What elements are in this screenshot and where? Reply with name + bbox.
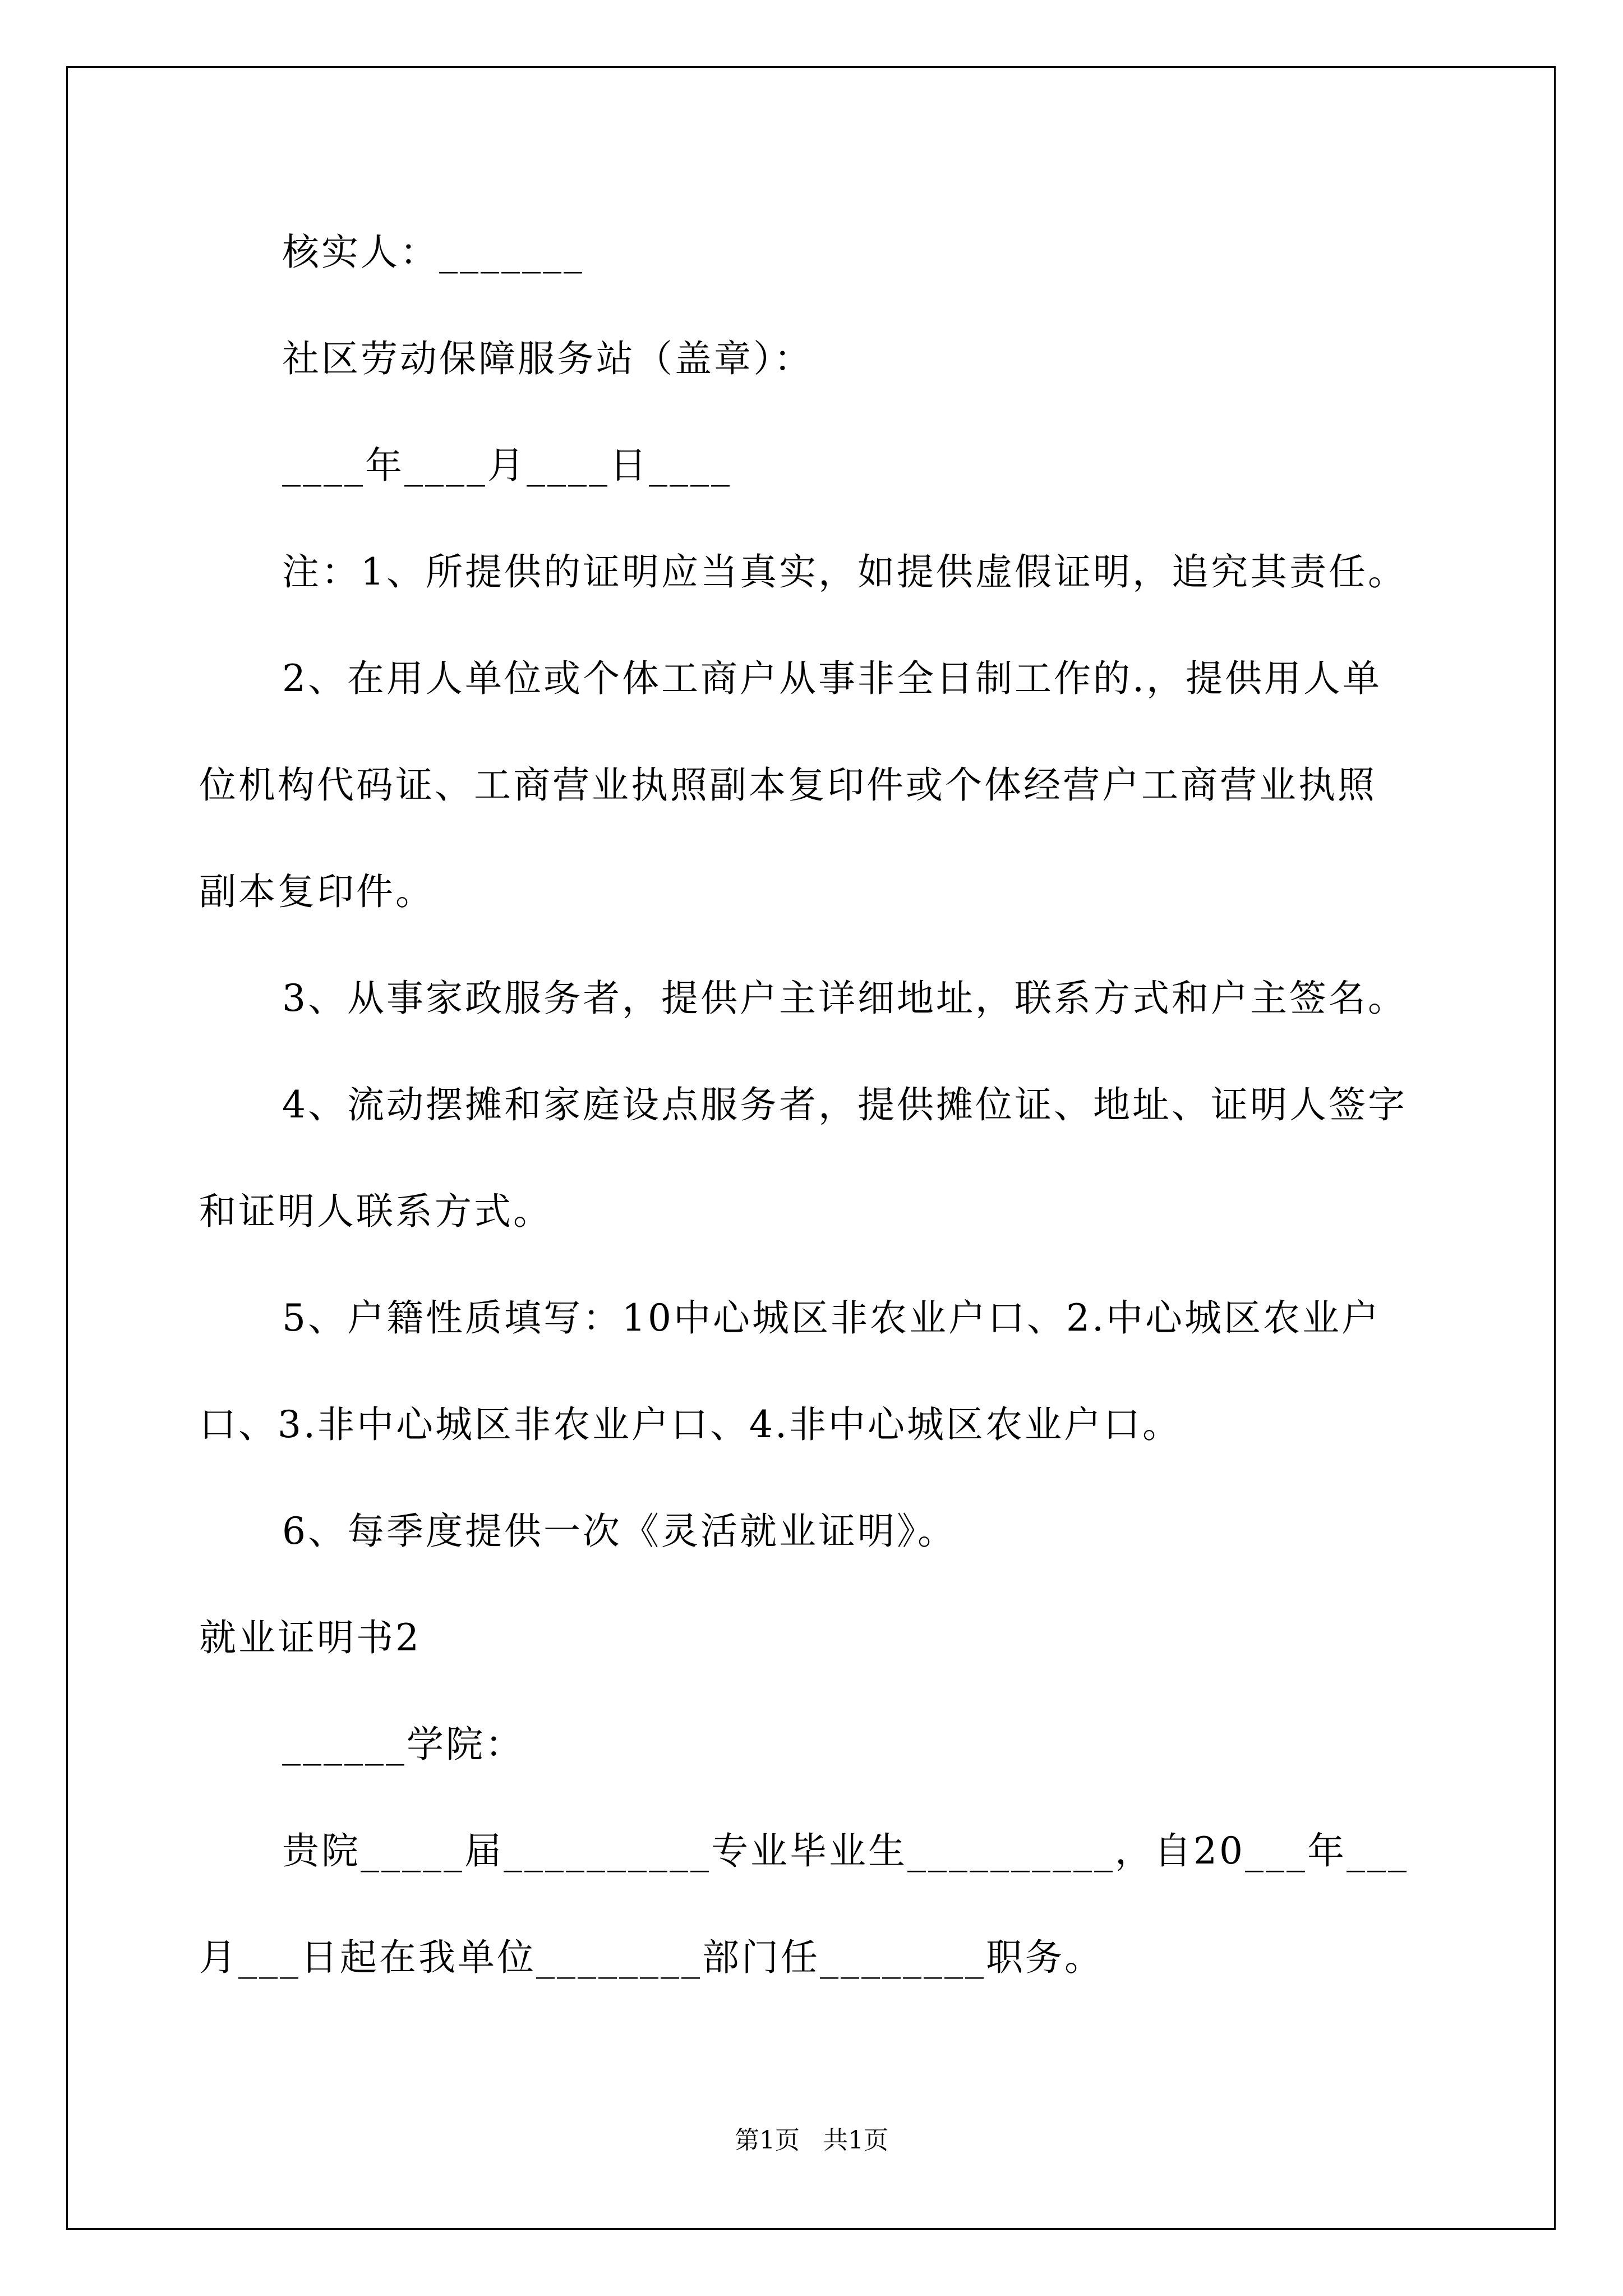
note-5-line-2: 口、3.非中心城区非农业户口、4.非中心城区农业户口。 — [199, 1403, 1182, 1446]
note-2-line-3: 副本复印件。 — [199, 870, 435, 913]
note-2-line-2: 位机构代码证、工商营业执照副本复印件或个体经营户工商营业执照 — [199, 763, 1377, 807]
note-1: 注：1、所提供的证明应当真实，如提供虚假证明，追究其责任。 — [282, 550, 1407, 593]
college-line: ______学院： — [282, 1723, 524, 1766]
stamp-line: 社区劳动保障服务站（盖章）： — [282, 337, 813, 380]
note-5-line-1: 5、户籍性质填写：10中心城区非农业户口、2.中心城区农业户 — [282, 1296, 1381, 1340]
body-line-2: 月___日起在我单位________部门任________职务。 — [199, 1936, 1104, 1979]
section-title: 就业证明书2 — [199, 1616, 421, 1659]
page-border — [66, 66, 1556, 2230]
date-line: ____年____月____日____ — [282, 444, 732, 487]
note-4-line-2: 和证明人联系方式。 — [199, 1190, 552, 1233]
page-number: 第1页 共1页 — [735, 2126, 888, 2155]
note-3: 3、从事家政服务者，提供户主详细地址，联系方式和户主签名。 — [282, 977, 1407, 1020]
note-6: 6、每季度提供一次《灵活就业证明》。 — [282, 1510, 957, 1553]
verifier-line: 核实人：_______ — [282, 231, 584, 274]
note-4-line-1: 4、流动摆摊和家庭设点服务者，提供摊位证、地址、证明人签字 — [282, 1083, 1407, 1126]
body-line-1: 贵院_____届__________专业毕业生__________，自20___年___ — [282, 1829, 1409, 1872]
note-2-line-1: 2、在用人单位或个体工商户从事非全日制工作的.，提供用人单 — [282, 657, 1382, 700]
